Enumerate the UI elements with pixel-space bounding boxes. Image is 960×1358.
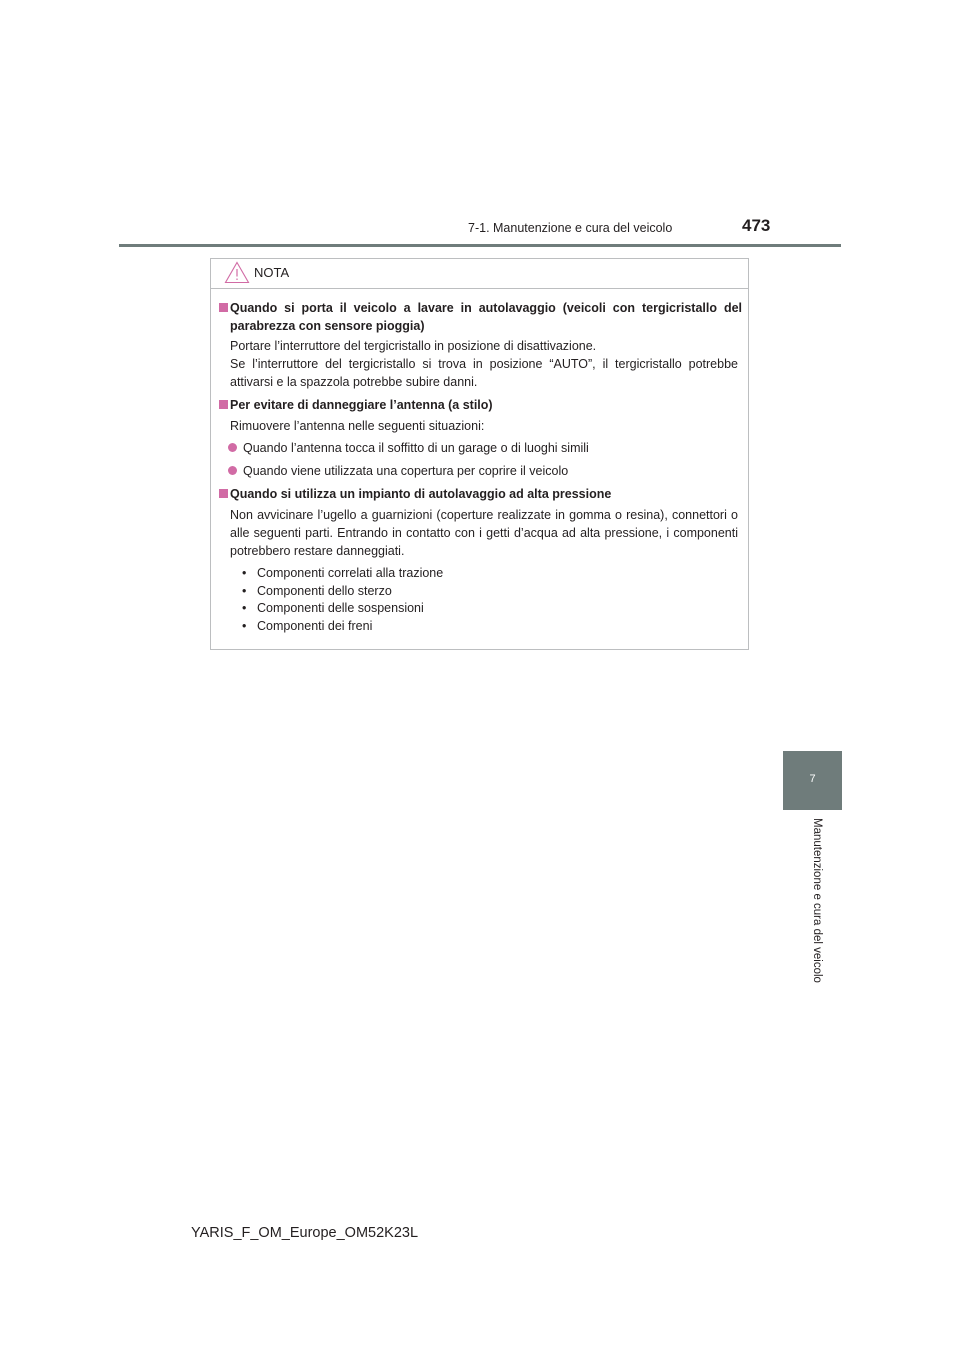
bullet-mark: • — [242, 601, 247, 615]
list-item — [211, 462, 748, 480]
section-heading: Quando si porta il veicolo a lavare in autolavaggio (veicoli con tergicristallo del parabrezza con sensore pioggia) — [230, 301, 742, 333]
running-header-section: 7-1. Manutenzione e cura del veicolo — [468, 221, 673, 235]
chapter-tab-number: 7 — [809, 773, 816, 785]
list-item — [211, 582, 748, 600]
notice-box — [210, 258, 749, 650]
notice-section — [211, 299, 748, 389]
bullet-mark: • — [242, 584, 247, 598]
section-heading: Quando si utilizza un impianto di autolavaggio ad alta pressione — [230, 487, 612, 501]
bullet-mark: • — [242, 619, 247, 633]
list-item-text: Componenti delle sospensioni — [257, 601, 424, 615]
notice-section — [211, 396, 748, 486]
notice-title: NOTA — [254, 265, 290, 280]
round-bullet-icon — [228, 443, 237, 452]
section-text: Non avvicinare l’ugello a guarnizioni (coperture realizzate in gomma o resina), connettori o alle seguenti parti. Entrando in contatto con i getti d’acqua ad alta pressione, i componenti potrebbero restare danneggiati. — [230, 508, 738, 558]
list-item-text: Componenti dello sterzo — [257, 584, 392, 598]
list-item-text: Componenti correlati alla trazione — [257, 566, 444, 580]
list-item-text: Quando viene utilizzata una copertura per coprire il veicolo — [243, 464, 569, 478]
page-number: 473 — [742, 216, 771, 235]
chapter-side-title: Manutenzione e cura del veicolo — [811, 818, 823, 983]
document-code-footer: YARIS_F_OM_Europe_OM52K23L — [191, 1225, 419, 1241]
list-item-text: Quando l’antenna tocca il soffitto di un garage o di luoghi simili — [243, 441, 589, 455]
notice-section — [211, 485, 748, 635]
section-text: Rimuovere l’antenna nelle seguenti situazioni: — [230, 419, 485, 433]
bullet-mark: • — [242, 566, 247, 580]
list-item-text: Componenti dei freni — [257, 619, 373, 633]
square-bullet-icon — [219, 303, 228, 312]
square-bullet-icon — [219, 400, 228, 409]
list-item — [211, 599, 748, 617]
list-item — [211, 439, 748, 457]
section-heading: Per evitare di danneggiare l’antenna (a stilo) — [230, 398, 493, 412]
section-text: Portare l’interruttore del tergicristallo in posizione di disattivazione. Se l’interruttore del tergicristallo si trova in posizione “AUTO”, il tergicristallo potrebbe attivarsi e la spazzola potrebbe subire danni. — [230, 339, 738, 389]
round-bullet-icon — [228, 466, 237, 475]
list-item — [211, 617, 748, 635]
notice-header — [211, 259, 748, 289]
list-item — [211, 564, 748, 582]
square-bullet-icon — [219, 489, 228, 498]
warning-triangle-icon — [224, 261, 250, 284]
chapter-tab[interactable] — [783, 751, 842, 810]
header-rule — [119, 244, 841, 247]
